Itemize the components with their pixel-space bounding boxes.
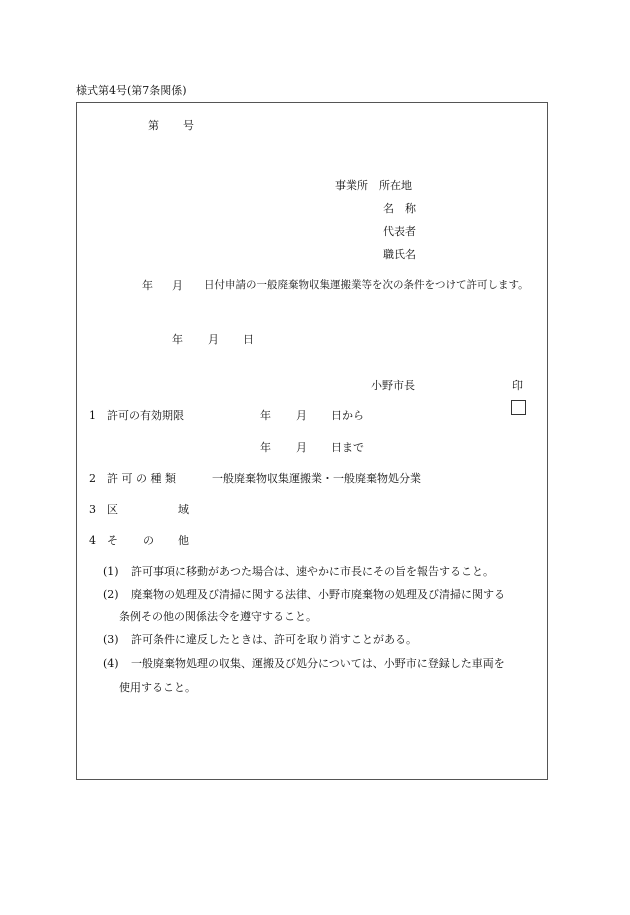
- item4-label-3: 他: [178, 534, 189, 547]
- application-year: 年: [142, 279, 153, 292]
- condition-4-text-continued: 使用すること。: [119, 681, 196, 694]
- period-to-day: 日まで: [331, 441, 364, 454]
- item2-label: 許 可 の 種 類: [107, 472, 176, 485]
- office-title-name-label: 職氏名: [383, 248, 416, 261]
- condition-1-number: (1): [103, 565, 119, 578]
- item1-number: 1: [89, 409, 96, 422]
- form-title: 様式第4号(第7条関係): [76, 84, 187, 97]
- item3-label-1: 区: [107, 503, 118, 516]
- number-go: 号: [183, 119, 194, 132]
- item2-number: 2: [89, 472, 96, 485]
- item4-label-1: そ: [107, 534, 118, 547]
- office-representative-label: 代表者: [383, 225, 416, 238]
- office-name-label: 名 称: [383, 202, 416, 215]
- issue-month: 月: [208, 333, 219, 346]
- condition-3-text: 許可条件に違反したときは、許可を取り消すことがある。: [131, 633, 417, 646]
- condition-3-number: (3): [103, 633, 119, 646]
- condition-2-text: 廃棄物の処理及び清掃に関する法律、小野市廃棄物の処理及び清掃に関する: [131, 588, 505, 601]
- period-from-year: 年: [260, 409, 271, 422]
- condition-2-number: (2): [103, 588, 119, 601]
- period-to-year: 年: [260, 441, 271, 454]
- seal-label: 印: [512, 379, 523, 392]
- item3-number: 3: [89, 503, 96, 516]
- item3-label-2: 域: [178, 503, 189, 516]
- document-frame: [76, 102, 548, 780]
- condition-4-number: (4): [103, 657, 119, 670]
- office-address-label: 事業所 所在地: [335, 179, 412, 192]
- issue-year: 年: [172, 333, 183, 346]
- period-to-month: 月: [296, 441, 307, 454]
- application-text: 日付申請の一般廃棄物収集運搬業等を次の条件をつけて許可します。: [204, 279, 529, 291]
- period-from-month: 月: [296, 409, 307, 422]
- application-month: 月: [172, 279, 183, 292]
- condition-4-text: 一般廃棄物処理の収集、運搬及び処分については、小野市に登録した車両を: [131, 657, 505, 670]
- number-dai: 第: [148, 119, 159, 132]
- item2-value: 一般廃棄物収集運搬業・一般廃棄物処分業: [212, 472, 421, 485]
- seal-box: [511, 400, 526, 415]
- item4-label-2: の: [143, 534, 154, 547]
- item4-number: 4: [89, 534, 96, 547]
- condition-1-text: 許可事項に移動があつた場合は、速やかに市長にその旨を報告すること。: [131, 565, 494, 578]
- mayor-title: 小野市長: [371, 379, 415, 392]
- issue-day: 日: [243, 333, 254, 346]
- period-from-day: 日から: [331, 409, 364, 422]
- item1-label: 許可の有効期限: [107, 409, 184, 422]
- condition-2-text-continued: 条例その他の関係法令を遵守すること。: [119, 610, 317, 623]
